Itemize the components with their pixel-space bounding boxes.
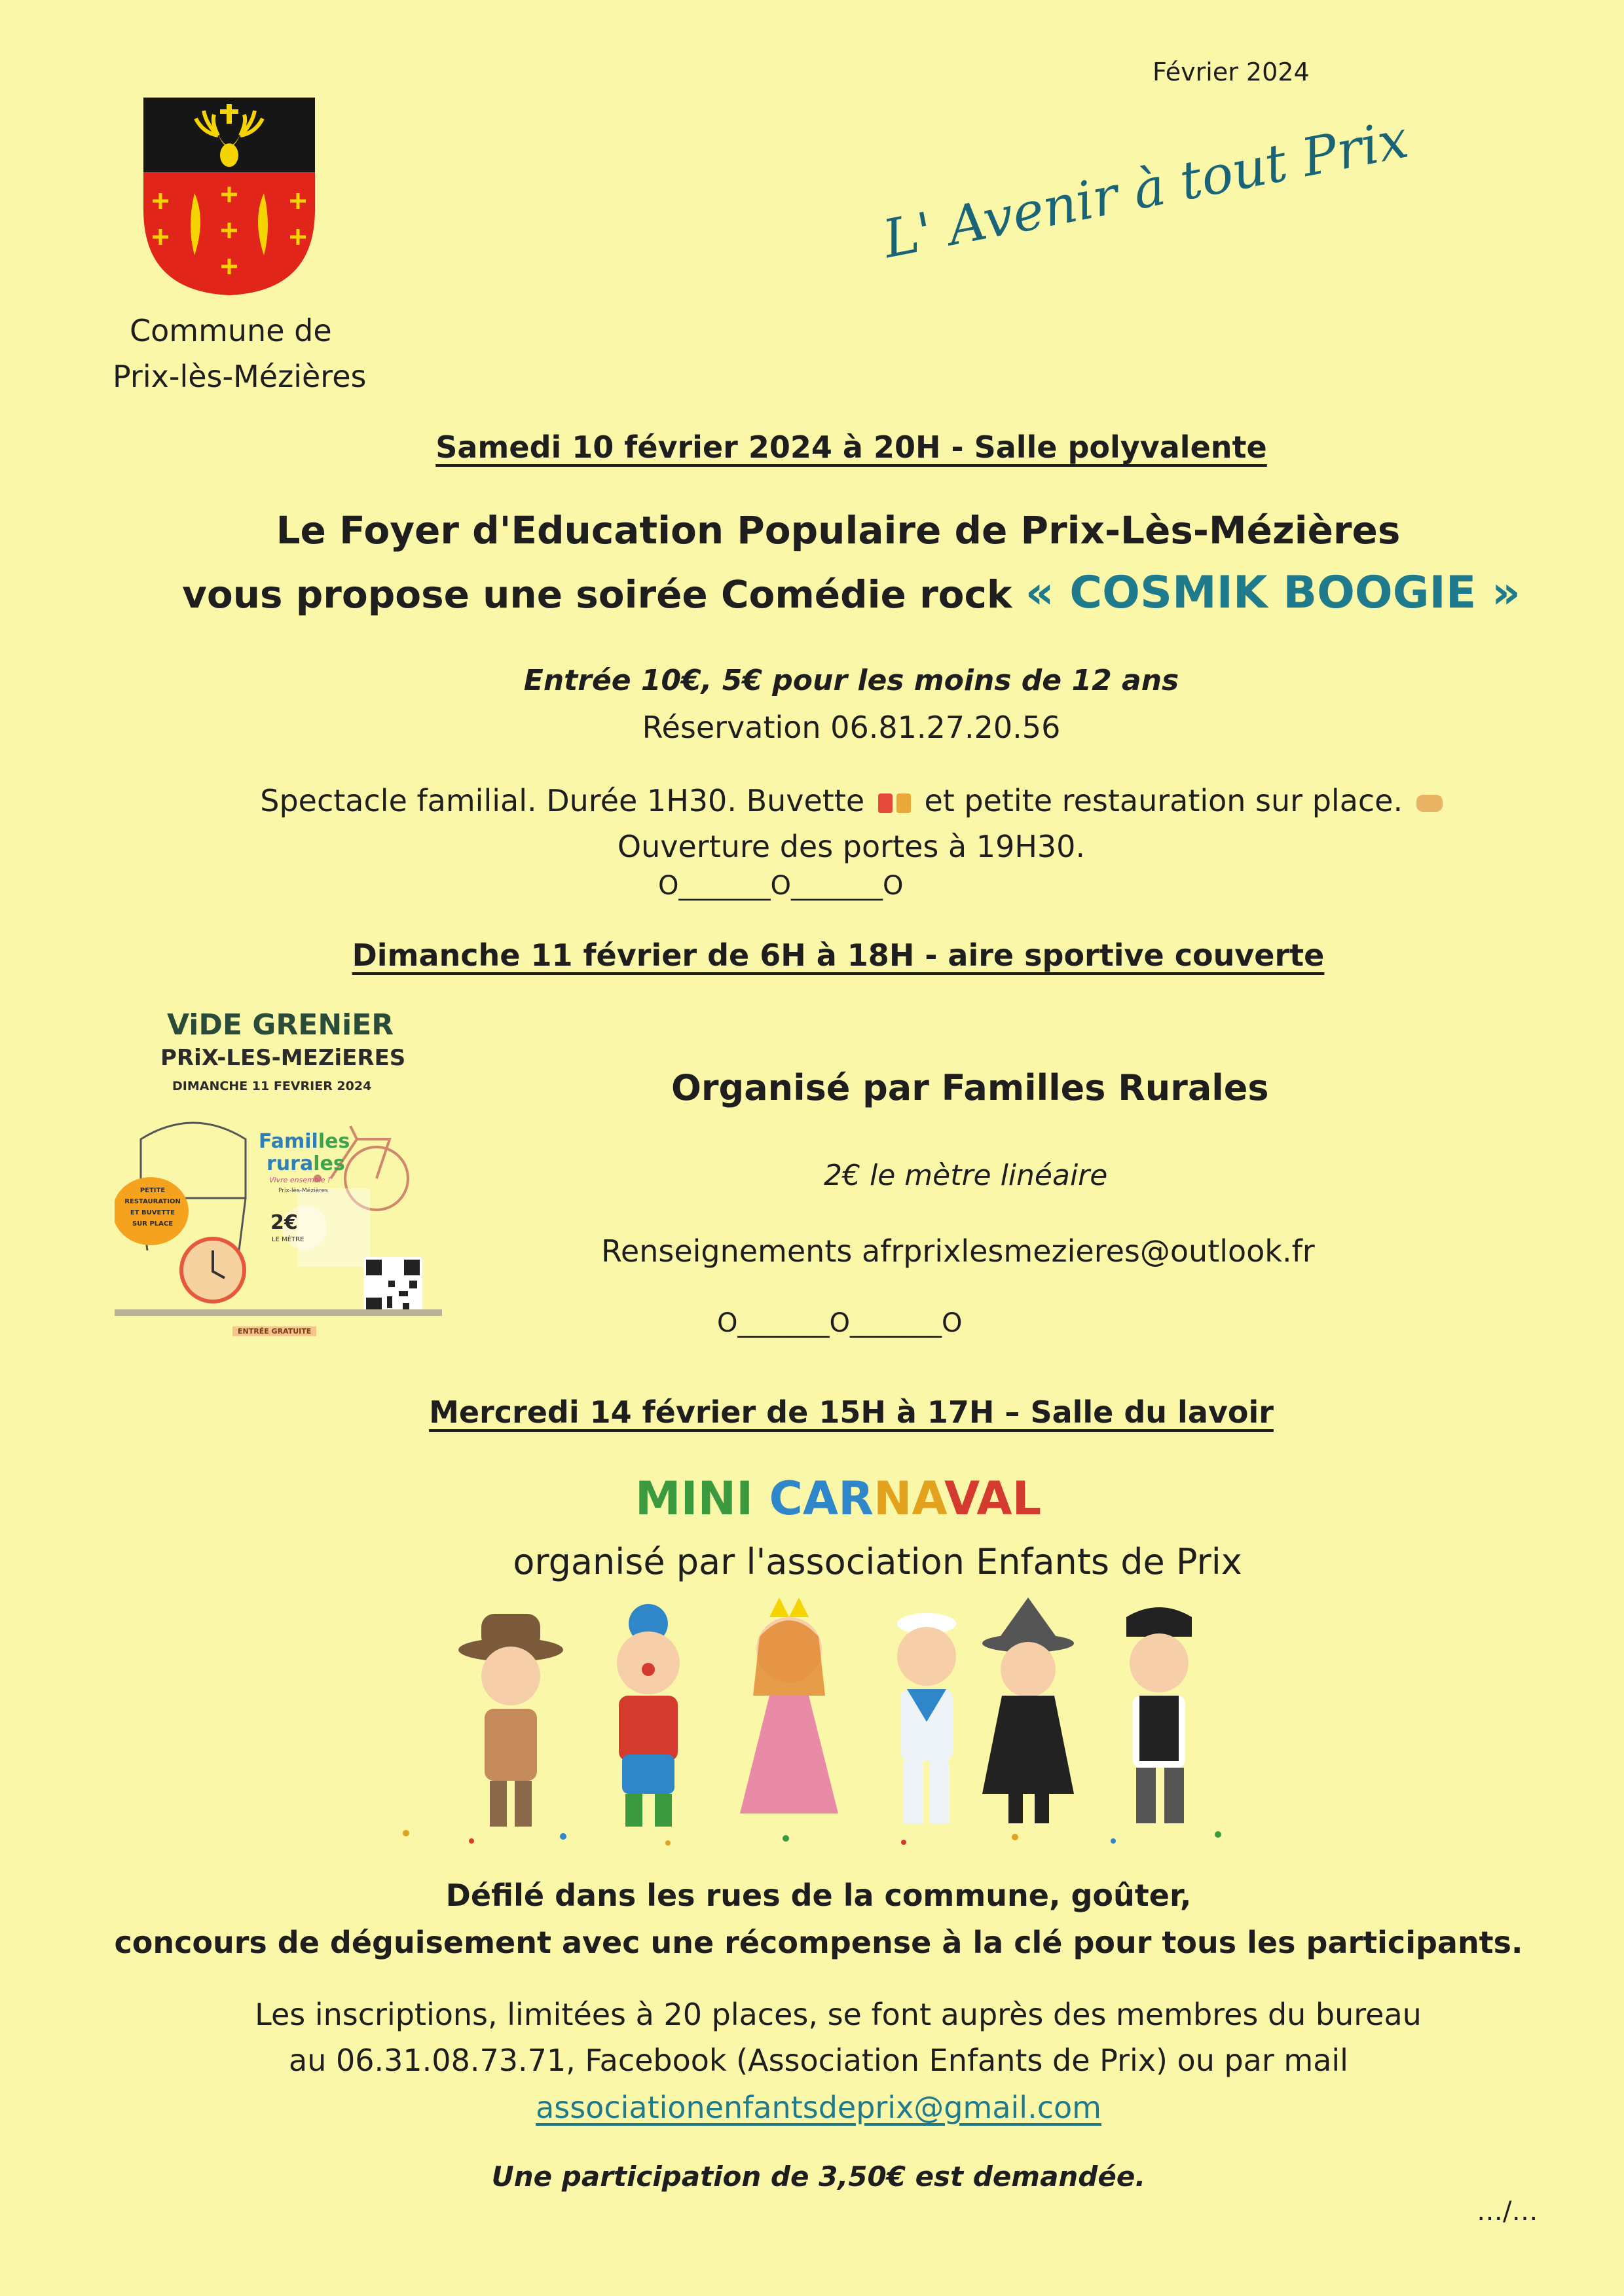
continued-marker: …/… xyxy=(1477,2196,1538,2227)
poster-title: ViDE GRENiER xyxy=(167,1008,394,1042)
event1-reservation: Réservation 06.81.27.20.56 xyxy=(642,710,1061,745)
event3-registration-line1: Les inscriptions, limitées à 20 places, se font auprès des membres du bureau xyxy=(255,1997,1422,2032)
event3-title-part: CAR xyxy=(769,1472,874,1525)
confetti xyxy=(403,1830,1221,1846)
event3-desc-line1: Défilé dans les rues de la commune, goûter, xyxy=(445,1878,1192,1913)
event1-title-prefix: vous propose une soirée Comédie rock xyxy=(182,572,1012,617)
poster-logo-line1: Familles xyxy=(259,1130,350,1153)
slogan: L' Avenir à tout Prix xyxy=(878,108,1413,270)
commune-coat-of-arms xyxy=(141,95,318,298)
event3-title-part: VAL xyxy=(944,1472,1042,1525)
document-date: Février 2024 xyxy=(1153,58,1310,86)
event3-title xyxy=(0,1472,1624,1525)
event3-organizer: organisé par l'association Enfants de Prix xyxy=(513,1541,1242,1582)
separator: O_______O_______O xyxy=(658,871,904,901)
poster-logo-line2: rurales xyxy=(267,1152,345,1175)
event1-heading: Samedi 10 février 2024 à 20H - Salle polyvalente xyxy=(435,429,1267,465)
poster-logo-tagline: Vivre ensemble ! xyxy=(269,1176,331,1184)
event3-email[interactable]: associationenfantsdeprix@gmail.com xyxy=(536,2090,1101,2125)
event1-title-line1: Le Foyer d'Education Populaire de Prix-Lès-Mézières xyxy=(276,508,1401,553)
event1-title-line2 xyxy=(0,567,1624,619)
event3-title-part: NA xyxy=(873,1472,944,1525)
beer-icon xyxy=(896,793,911,813)
poster-date: DIMANCHE 11 FEVRIER 2024 xyxy=(172,1079,372,1093)
event1-details-a: Spectacle familial. Durée 1H30. Buvette xyxy=(260,783,865,818)
event3-registration-line2: au 06.31.08.73.71, Facebook (Association Enfants de Prix) ou par mail xyxy=(289,2043,1348,2078)
event3-fee: Une participation de 3,50€ est demandée. xyxy=(491,2160,1146,2193)
separator: O_______O_______O xyxy=(717,1308,963,1338)
poster-badge: PETITE RESTAURATION ET BUVETTE SUR PLACE xyxy=(124,1187,181,1228)
event1-price: Entrée 10€, 5€ pour les moins de 12 ans xyxy=(523,664,1179,697)
poster-entry: ENTRÉE GRATUITE xyxy=(232,1326,316,1336)
event3-email-link[interactable] xyxy=(0,2090,1624,2125)
event2-price: 2€ le mètre linéaire xyxy=(824,1159,1108,1192)
sandwich-icon xyxy=(1416,795,1443,812)
carnival-children-illustration xyxy=(393,1597,1257,1859)
drink-icon xyxy=(878,793,893,813)
poster-logo-place: Prix-lès-Mézières xyxy=(278,1188,328,1194)
poster-subtitle: PRiX-LES-MEZiERES xyxy=(160,1045,406,1071)
event2-heading: Dimanche 11 février de 6H à 18H - aire sportive couverte xyxy=(352,938,1325,973)
event3-heading: Mercredi 14 février de 15H à 17H – Salle du lavoir xyxy=(429,1394,1274,1430)
event1-show-title: « COSMIK BOOGIE » xyxy=(1025,567,1521,619)
event1-doors: Ouverture des portes à 19H30. xyxy=(617,829,1086,864)
event2-organizer: Organisé par Familles Rurales xyxy=(671,1067,1269,1108)
event2-info: Renseignements afrprixlesmezieres@outlook.fr xyxy=(601,1233,1315,1269)
event1-details xyxy=(0,783,1624,818)
poster-price: 2€ xyxy=(270,1211,298,1234)
event3-title-part: MINI xyxy=(635,1472,769,1525)
commune-name-line1: Commune de xyxy=(130,313,332,348)
event1-details-b: et petite restauration sur place. xyxy=(924,783,1403,818)
event3-desc-line2: concours de déguisement avec une récompense à la clé pour tous les participants. xyxy=(114,1925,1523,1960)
commune-name-line2: Prix-lès-Mézières xyxy=(113,359,367,394)
poster-price-unit: LE MÈTRE xyxy=(272,1236,304,1243)
vide-grenier-poster xyxy=(115,1008,442,1349)
